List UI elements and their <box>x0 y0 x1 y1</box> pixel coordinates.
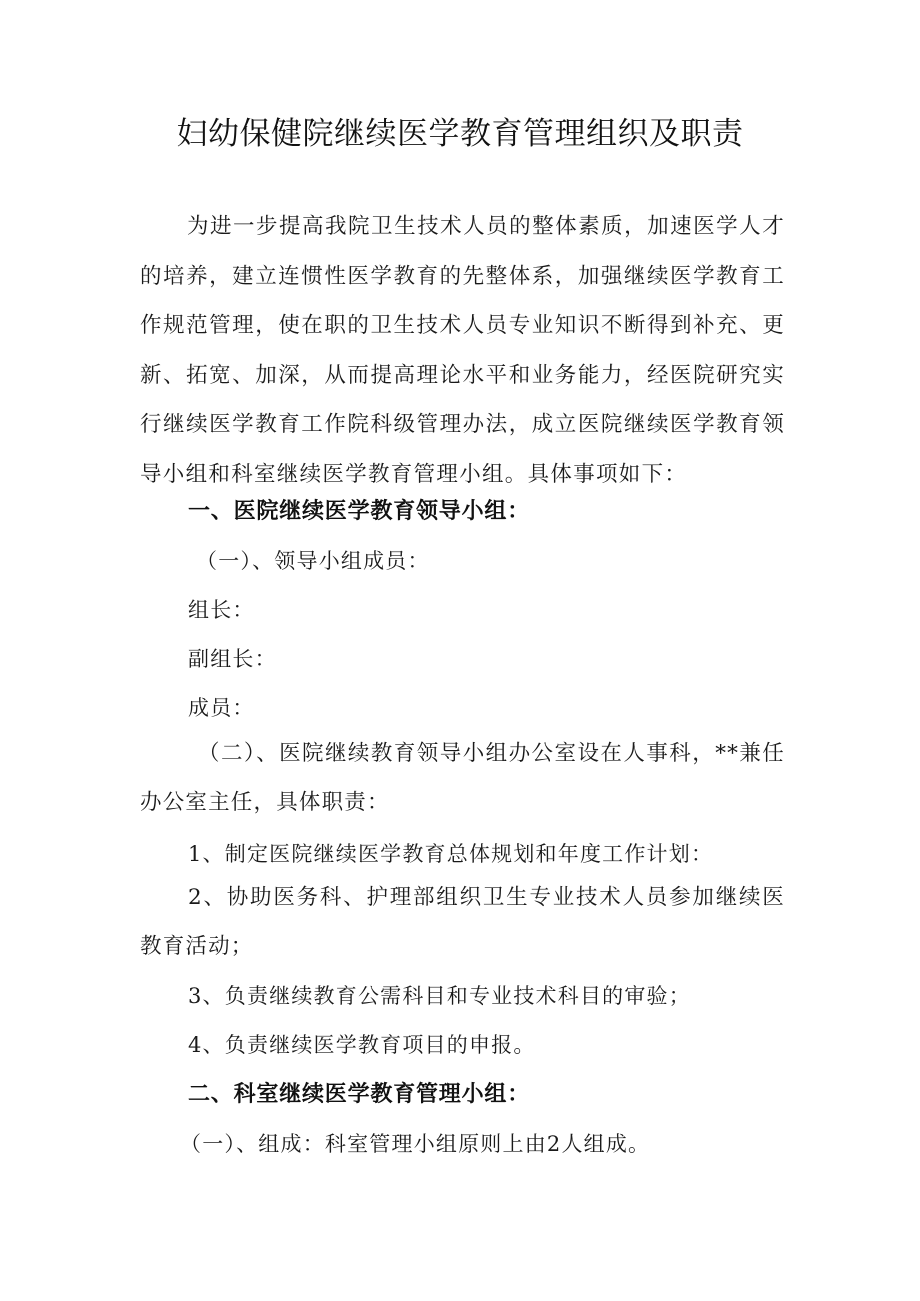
section-2-sub-1: （一）、组成：科室管理小组原则上由2人组成。 <box>180 1132 651 1156</box>
duty-item-2: 2、协助医务科、护理部组织卫生专业技术人员参加继续医教育活动； <box>140 885 785 959</box>
section-1-sub-2: （二）、医院继续教育领导小组办公室设在人事科，**兼任办公室主任，具体职责： <box>140 741 785 815</box>
duty-item-4: 4、负责继续医学教育项目的申报。 <box>188 1033 536 1057</box>
members-label: 成员： <box>188 696 255 720</box>
intro-paragraph: 为进一步提高我院卫生技术人员的整体素质，加速医学人才的培养，建立连惯性医学教育的先整体系，加强继续医学教育工作规范管理，使在职的卫生技术人员专业知识不断得到补充、更新、拓宽、加深，从而提高理论水平和业务能力，经医院研究实行继续医学教育工作院科级管理办法，成立医院继续医学教育领导小组和科室继续医学教育管理小组。具体事项如下： <box>140 214 785 487</box>
duty-item-1: 1、制定医院继续医学教育总体规划和年度工作计划： <box>188 842 714 866</box>
deputy-leader-label: 副组长： <box>188 647 277 671</box>
section-2-heading: 二、科室继续医学教育管理小组： <box>188 1082 531 1107</box>
section-1-heading: 一、医院继续医学教育领导小组： <box>188 499 531 524</box>
section-1-sub-1: （一）、领导小组成员： <box>196 549 430 573</box>
leader-label: 组长： <box>188 598 255 622</box>
duty-item-3: 3、负责继续教育公需科目和专业技术科目的审验； <box>188 984 691 1008</box>
document-title: 妇幼保健院继续医学教育管理组织及职责 <box>176 116 744 152</box>
